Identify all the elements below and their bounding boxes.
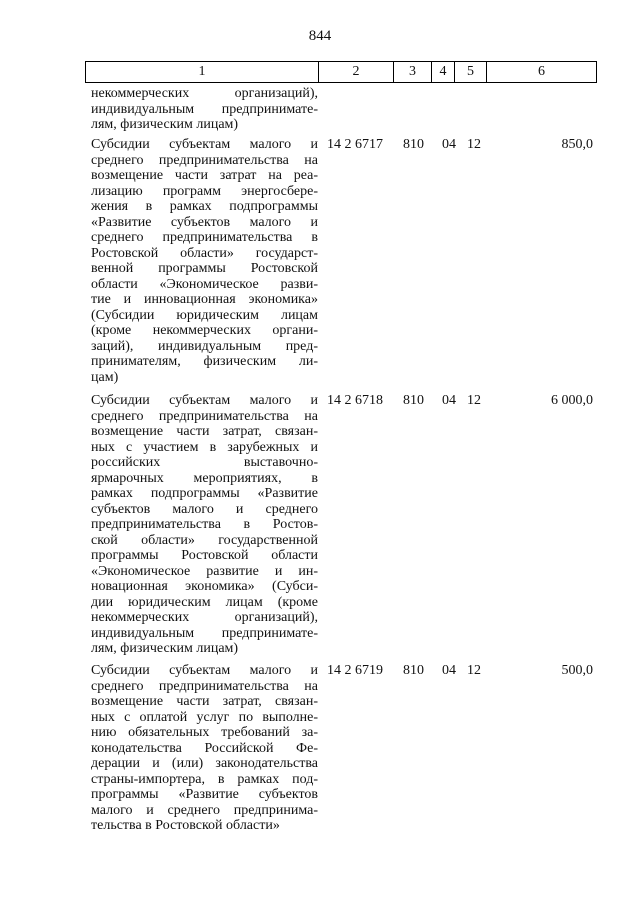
- description-line: «Экономическое развитие и ин-: [91, 563, 318, 579]
- description-line: дии юридическим лицам (кроме: [91, 594, 318, 610]
- description-line: цам): [91, 369, 119, 385]
- description-line: области «Экономическое разви-: [91, 276, 318, 292]
- row-amount: 850,0: [561, 137, 593, 152]
- description-line: возмещение части затрат, связан-: [91, 424, 318, 439]
- description-line: конодательства Российской Фе-: [91, 740, 318, 756]
- row-subsection: 12: [467, 137, 481, 152]
- description-line: возмещение части затрат на реа-: [91, 168, 318, 183]
- row-subsection: 12: [467, 393, 481, 408]
- header-col-2: 2: [319, 62, 394, 82]
- description-line: дерации и (или) законодательства: [91, 756, 318, 771]
- description-line: малого и среднего предпринима-: [91, 802, 318, 818]
- row-amount: 500,0: [561, 663, 593, 678]
- description-line: среднего предпринимательства на: [91, 678, 318, 694]
- row-section: 04: [442, 663, 456, 678]
- description-line: индивидуальным предпринимате-: [91, 625, 318, 641]
- description-line: лизацию программ энергосбере-: [91, 183, 318, 199]
- description-line: возмещение части затрат, связан-: [91, 694, 318, 709]
- description-line: (кроме некоммерческих органи-: [91, 323, 318, 338]
- description-line: среднего предпринимательства в: [91, 230, 318, 245]
- page-number: 844: [308, 28, 332, 44]
- description-line: принимателям, физическим ли-: [91, 354, 318, 369]
- row-description: [91, 663, 318, 834]
- description-line: некоммерческих организаций),: [91, 610, 318, 625]
- description-line: заций), индивидуальным пред-: [91, 338, 318, 354]
- row-description: [91, 86, 318, 133]
- description-line: «Развитие субъектов малого и: [91, 214, 318, 230]
- header-col-3: 3: [394, 62, 432, 82]
- header-col-6: 6: [538, 64, 545, 79]
- description-line: ных с оплатой услуг по выполне-: [91, 709, 318, 725]
- description-line: новационная экономика» (Субси-: [91, 579, 318, 594]
- row-code: 14 2 6717: [327, 137, 383, 152]
- row-amount: 6 000,0: [551, 393, 593, 408]
- description-line: предпринимательства в Ростов-: [91, 517, 318, 532]
- description-line: ярмарочных мероприятиях, в: [91, 470, 318, 486]
- row-description: [91, 393, 318, 657]
- description-line: субъектов малого и среднего: [91, 501, 318, 517]
- row-subsection: 12: [467, 663, 481, 678]
- description-line: Субсидии субъектам малого и: [91, 393, 318, 408]
- table-header: [85, 61, 597, 83]
- row-expense-type: 810: [403, 663, 424, 678]
- row-section: 04: [442, 393, 456, 408]
- header-col-4: 4: [432, 62, 455, 82]
- description-line: тие и инновационная экономика»: [91, 292, 318, 307]
- description-line: программы «Развитие субъектов: [91, 787, 318, 802]
- description-line: индивидуальным предпринимате-: [91, 101, 318, 117]
- description-line: лям, физическим лицам): [91, 641, 239, 656]
- description-line: некоммерческих организаций),: [91, 86, 318, 101]
- description-line: страны-импортера, в рамках под-: [91, 771, 318, 787]
- header-col-5: 5: [455, 62, 487, 82]
- description-line: нию обязательных требований за-: [91, 725, 318, 740]
- description-line: программы Ростовской области: [91, 548, 318, 563]
- row-expense-type: 810: [403, 393, 424, 408]
- row-expense-type: 810: [403, 137, 424, 152]
- row-code: 14 2 6719: [327, 663, 383, 678]
- header-col-1: 1: [86, 62, 319, 82]
- description-line: Субсидии субъектам малого и: [91, 137, 318, 152]
- description-line: Ростовской области» государст-: [91, 245, 318, 261]
- description-line: среднего предпринимательства на: [91, 408, 318, 424]
- description-line: жения в рамках подпрограммы: [91, 199, 318, 214]
- description-line: (Субсидии юридическим лицам: [91, 307, 318, 323]
- row-code: 14 2 6718: [327, 393, 383, 408]
- description-line: тельства в Ростовской области»: [91, 818, 280, 833]
- row-section: 04: [442, 137, 456, 152]
- description-line: венной программы Ростовской: [91, 261, 318, 276]
- description-line: ской области» государственной: [91, 532, 318, 548]
- description-line: рамках подпрограммы «Развитие: [91, 486, 318, 501]
- description-line: ных с участием в зарубежных и: [91, 439, 318, 455]
- row-description: [91, 137, 318, 385]
- description-line: среднего предпринимательства на: [91, 152, 318, 168]
- description-line: Субсидии субъектам малого и: [91, 663, 318, 678]
- description-line: российских выставочно-: [91, 455, 318, 470]
- description-line: лям, физическим лицам): [91, 117, 239, 132]
